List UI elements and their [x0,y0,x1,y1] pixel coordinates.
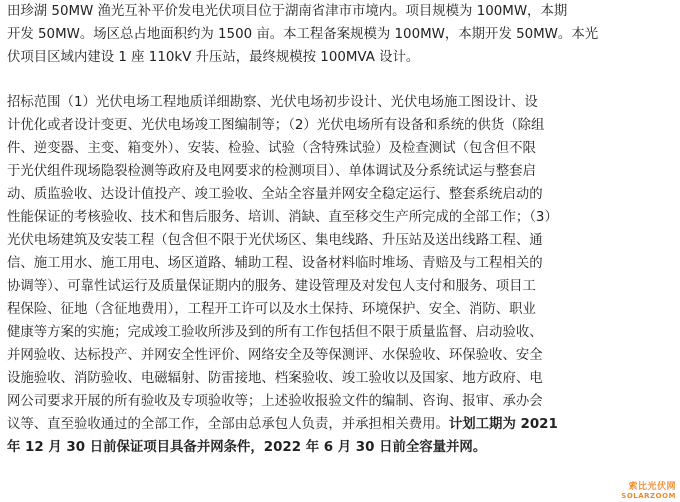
text-line: 协调等）、可靠性试运行及质量保证期内的服务、建设管理及对发包人支付和服务、项目工 [7,279,536,294]
article-body [7,0,675,459]
text-line: 招标范围（1）光伏电场工程地质详细勘察、光伏电场初步设计、光伏电场施工图设计、设 [7,95,538,110]
source-watermark [621,483,676,501]
text-line: 设施验收、消防验收、电磁辐射、防雷接地、档案验收、竣工验收以及国家、地方政府、电 [7,371,543,386]
text-segment: 议等、直至验收通过的全部工作，全部由总承包人负责，并承担相关费用。 [7,417,449,432]
text-line: 光伏电场建筑及安装工程（包含但不限于光伏场区、集电线路、升压站及送出线路工程、通 [7,233,543,248]
text-line: 开发 50MW。场区总占地面积约为 1500 亩。本工程备案规模为 100MW，本期开发 50MW。本光 [7,27,599,42]
text-line: 程保险、征地（含征地费用），工程开工许可以及水土保持、环境保护、安全、消防、职业 [7,302,536,317]
text-line: 伏项目区域内建设 1 座 110kV 升压站，最终规模按 100MVA 设计。 [7,50,420,65]
text-line: 件、逆变器、主变、箱变外）、安装、检验、试验（含特殊试验）及检查测试（包含但不限 [7,141,536,156]
bidding-scope-paragraph [7,91,675,459]
text-line: 性能保证的考核验收、技术和售后服务、培训、消缺、直至移交生产所完成的全部工作；（3） [7,210,558,225]
text-line: 网公司要求开展的所有验收及专项验收等；上述验收报验文件的编制、咨询、报审、承办会 [7,394,543,409]
text-line: 于光伏组件现场隐裂检测等政府及电网要求的检测项目）、单体调试及分系统试运与整套启 [7,164,536,179]
text-line [7,413,675,436]
text-line: 并网验收、达标投产、并网安全性评价、网络安全及等保测评、水保验收、环保验收、安全 [7,348,543,363]
watermark-url: SOLARZOOM [621,492,676,500]
text-line: 动、质监验收、达设计值投产、竣工验收、全站全容量并网安全稳定运行、整套系统启动的 [7,187,543,202]
schedule-highlight-line: 年 12 月 30 日前保证项目具备并网条件，2022 年 6 月 30 日前全容量并网。 [7,440,487,455]
text-line: 计优化或者设计变更、光伏电场竣工图编制等；（2）光伏电场所有设备和系统的供货（除组 [7,118,545,133]
text-line: 田珍湖 50MW 渔光互补平价发电光伏项目位于湖南省津市市境内。项目规模为 100MW，本期 [7,4,568,19]
text-line: 健康等方案的实施；完成竣工验收所涉及到的所有工作包括但不限于质量监督、启动验收、 [7,325,543,340]
paragraph-gap [7,69,675,91]
project-overview-paragraph [7,0,675,69]
watermark-label: 索比光伏网 [628,482,676,492]
text-line: 信、施工用水、施工用电、场区道路、辅助工程、设备材料临时堆场、青赔及与工程相关的 [7,256,543,271]
schedule-highlight: 计划工期为 2021 [448,417,558,432]
